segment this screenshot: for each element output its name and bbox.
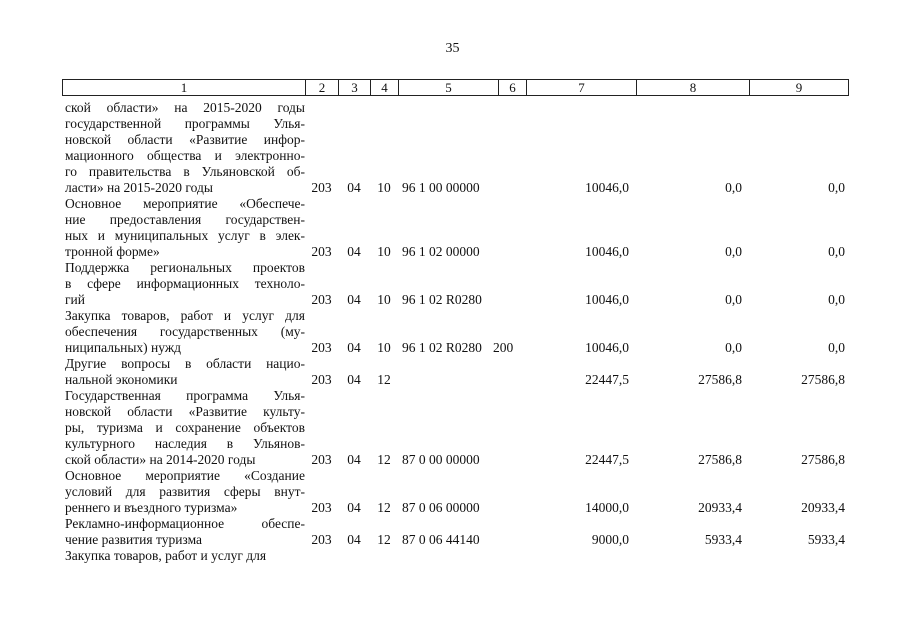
- cell-col-8-value: 27586,8: [698, 372, 742, 387]
- table-row: [62, 468, 852, 516]
- cell-col-9-value: 5933,4: [807, 532, 845, 547]
- cell-col-8-value: 5933,4: [704, 532, 742, 547]
- cell-col-2: 203: [311, 372, 332, 387]
- cell-col-4: 10: [377, 244, 391, 259]
- cell-target-code: 87 0 06 44140: [402, 532, 480, 547]
- table-row: [62, 356, 852, 388]
- row-name-line: ласти» на 2015-2020 годы: [65, 180, 213, 195]
- cell-col-2: 203: [311, 340, 332, 355]
- cell-col-7-value: 22447,5: [585, 452, 629, 467]
- table-body: [62, 100, 852, 564]
- cell-col-3: 04: [347, 244, 361, 259]
- cell-col-4: 12: [377, 500, 391, 515]
- cell-col-3: 04: [347, 340, 361, 355]
- table-row: [62, 388, 852, 468]
- cell-col-4: 10: [377, 180, 391, 195]
- row-name-line: Другие вопросы в области нацио-: [65, 356, 305, 371]
- cell-target-code: 96 1 02 R0280: [402, 340, 482, 355]
- header-col-7: 7: [527, 80, 637, 95]
- row-name-line: тронной форме»: [65, 244, 160, 259]
- row-name-line: условий для развития сферы внут-: [65, 484, 305, 499]
- cell-col-9-value: 0,0: [828, 292, 845, 307]
- row-name: [62, 196, 305, 260]
- row-name-line: Закупка товаров, работ и услуг для: [65, 308, 305, 323]
- cell-col-8-value: 0,0: [725, 292, 742, 307]
- header-col-8: 8: [637, 80, 750, 95]
- cell-col-7-value: 10046,0: [585, 292, 629, 307]
- cell-target-code: 96 1 02 R0280: [402, 292, 482, 307]
- row-name-line: гий: [65, 292, 85, 307]
- cell-col-9-value: 27586,8: [801, 452, 845, 467]
- cell-target-code: 87 0 06 00000: [402, 500, 480, 515]
- row-name-line: ской области» на 2014-2020 годы: [65, 452, 256, 467]
- cell-col-8-value: 0,0: [725, 180, 742, 195]
- row-name-line: Поддержка региональных проектов: [65, 260, 305, 275]
- table-row: [62, 308, 852, 356]
- cell-col-8-value: 20933,4: [698, 500, 742, 515]
- cell-col-2: 203: [311, 244, 332, 259]
- row-name-line: нальной экономики: [65, 372, 178, 387]
- cell-col-4: 12: [377, 372, 391, 387]
- header-col-2: 2: [306, 80, 339, 95]
- cell-col-3: 04: [347, 292, 361, 307]
- row-name-line: Основное мероприятие «Создание: [65, 468, 305, 483]
- row-name-line: новской области «Развитие инфор-: [65, 132, 305, 147]
- row-name-line: Закупка товаров, работ и услуг для: [65, 548, 267, 563]
- cell-col-3: 04: [347, 500, 361, 515]
- row-name: [62, 468, 305, 516]
- cell-col-2: 203: [311, 452, 332, 467]
- row-name-line: ных и муниципальных услуг в элек-: [65, 228, 305, 243]
- row-name-line: реннего и въездного туризма»: [65, 500, 238, 515]
- table-row: [62, 260, 852, 308]
- cell-col-8-value: 0,0: [725, 244, 742, 259]
- cell-col-9-value: 20933,4: [801, 500, 845, 515]
- row-name: [62, 356, 305, 388]
- cell-col-2: 203: [311, 532, 332, 547]
- row-name-line: государственной программы Улья-: [65, 116, 305, 131]
- cell-target-code: 87 0 00 00000: [402, 452, 480, 467]
- row-name-line: ской области» на 2015-2020 годы: [65, 100, 305, 115]
- row-name-line: Основное мероприятие «Обеспече-: [65, 196, 305, 211]
- cell-col-3: 04: [347, 532, 361, 547]
- header-col-4: 4: [371, 80, 399, 95]
- row-name-line: культурного наследия в Ульянов-: [65, 436, 305, 451]
- row-name: [62, 100, 305, 196]
- cell-col-7-value: 14000,0: [585, 500, 629, 515]
- cell-target-code: 96 1 02 00000: [402, 244, 480, 259]
- cell-col-4: 10: [377, 340, 391, 355]
- header-col-6: 6: [499, 80, 527, 95]
- cell-col-2: 203: [311, 500, 332, 515]
- cell-expense-type: 200: [493, 340, 514, 355]
- row-name-line: Государственная программа Улья-: [65, 388, 305, 403]
- cell-col-2: 203: [311, 180, 332, 195]
- cell-col-7-value: 10046,0: [585, 340, 629, 355]
- header-col-9: 9: [795, 80, 803, 95]
- cell-col-2: 203: [311, 292, 332, 307]
- row-name-line: обеспечения государственных (му-: [65, 324, 305, 339]
- cell-col-7-value: 10046,0: [585, 244, 629, 259]
- cell-col-7-value: 9000,0: [591, 532, 629, 547]
- header-col-1: 1: [63, 80, 306, 95]
- cell-target-code: 96 1 00 00000: [402, 180, 480, 195]
- cell-col-8-value: 27586,8: [698, 452, 742, 467]
- table-row: [62, 516, 852, 548]
- header-col-3: 3: [339, 80, 371, 95]
- header-col-5: 5: [399, 80, 499, 95]
- table-row: [62, 548, 852, 564]
- table-row: [62, 196, 852, 260]
- row-name-line: новской области «Развитие культу-: [65, 404, 305, 419]
- row-name: [62, 308, 305, 356]
- row-name-line: ры, туризма и сохранение объектов: [65, 420, 305, 435]
- row-name: [62, 260, 305, 308]
- cell-col-8-value: 0,0: [725, 340, 742, 355]
- cell-col-4: 12: [377, 452, 391, 467]
- cell-col-9-value: 0,0: [828, 340, 845, 355]
- row-name-line: мационного общества и электронно-: [65, 148, 305, 163]
- row-name-line: в сфере информационных техноло-: [65, 276, 305, 291]
- cell-col-4: 10: [377, 292, 391, 307]
- row-name-line: Рекламно-информационное обеспе-: [65, 516, 305, 531]
- table-header: [62, 79, 849, 96]
- row-name: [62, 548, 305, 564]
- row-name-line: го правительства в Ульяновской об-: [65, 164, 305, 179]
- cell-col-9-value: 0,0: [828, 180, 845, 195]
- cell-col-9-value: 0,0: [828, 244, 845, 259]
- cell-col-7-value: 10046,0: [585, 180, 629, 195]
- row-name-line: ние предоставления государствен-: [65, 212, 305, 227]
- cell-col-4: 12: [377, 532, 391, 547]
- row-name: [62, 388, 305, 468]
- cell-col-3: 04: [347, 372, 361, 387]
- row-name: [62, 516, 305, 548]
- row-name-line: чение развития туризма: [65, 532, 203, 547]
- table-row: [62, 100, 852, 196]
- cell-col-3: 04: [347, 180, 361, 195]
- row-name-line: ниципальных) нужд: [65, 340, 182, 355]
- cell-col-9-value: 27586,8: [801, 372, 845, 387]
- cell-col-7-value: 22447,5: [585, 372, 629, 387]
- cell-col-3: 04: [347, 452, 361, 467]
- page-number: 35: [445, 41, 460, 56]
